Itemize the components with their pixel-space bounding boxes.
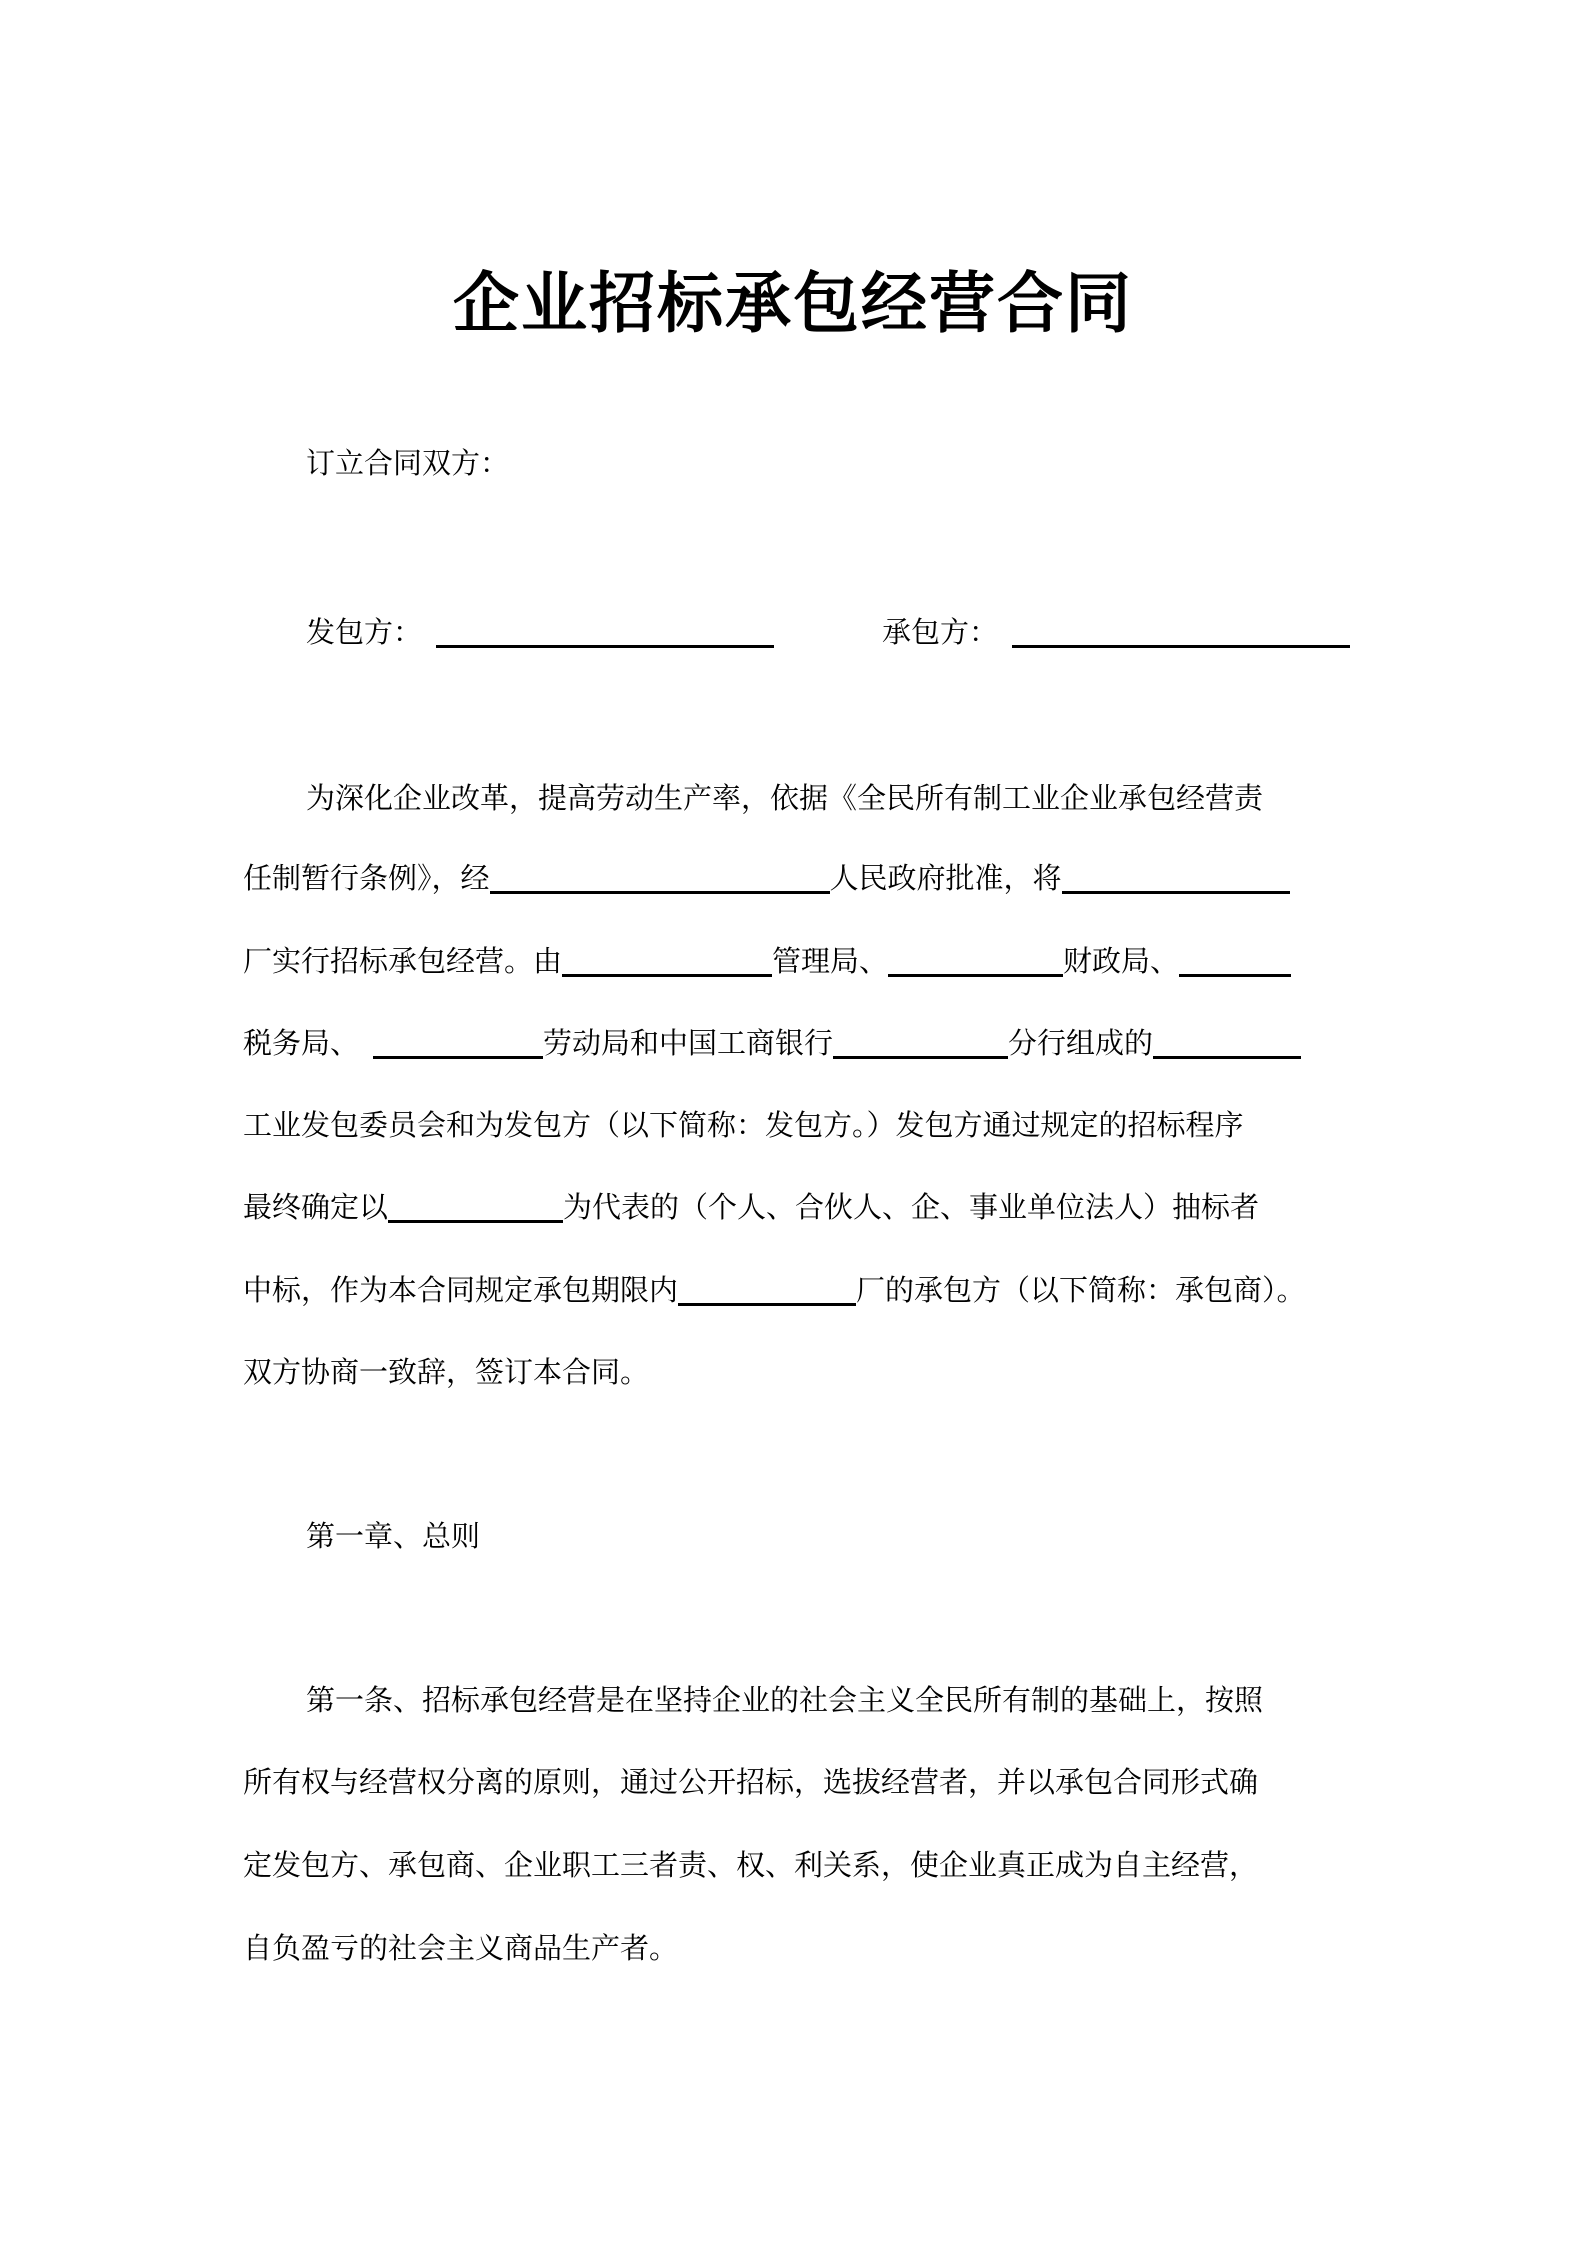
party-a-blank[interactable] [436,615,774,648]
article-text: 自负盈亏的社会主义商品生产者。 [243,1931,679,1965]
preamble-text: 厂实行招标承包经营。由 [243,944,563,978]
preamble-line-1 [306,778,1353,818]
document-title: 企业招标承包经营合同 [453,264,1133,342]
preamble-text: 中标，作为本合同规定承包期限内 [243,1273,679,1307]
chapter-heading-text: 第一章、总则 [306,1519,481,1553]
representative-blank[interactable] [388,1190,563,1223]
chapter-heading [306,1516,1353,1556]
preamble-line-3 [243,941,1353,981]
preamble-text: 税务局、 [243,1026,360,1060]
preamble-text: 厂的承包方（以下简称：承包商）。 [856,1273,1306,1307]
preamble-text: 双方协商一致辞，签订本合同。 [243,1355,650,1389]
bank-branch-blank[interactable] [833,1026,1008,1059]
preamble-text: 分行组成的 [1008,1026,1154,1060]
preamble-line-8 [243,1352,1353,1392]
party-a-label: 发包方： [306,615,423,649]
party-b-label: 承包方： [882,615,999,649]
preamble-line-6 [243,1187,1353,1227]
article-text: 第一条、招标承包经营是在坚持企业的社会主义全民所有制的基础上，按照 [306,1683,1264,1717]
preamble-text: 最终确定以 [243,1190,389,1224]
factory-name-blank[interactable] [1062,861,1290,894]
contracted-factory-blank[interactable] [678,1273,856,1306]
article-1-line-1 [306,1680,1353,1720]
party-b-blank[interactable] [1012,615,1350,648]
preamble-text: 财政局、 [1063,944,1180,978]
preamble-text: 工业发包委员会和为发包方（以下简称：发包方。）发包方通过规定的招标程序 [243,1108,1244,1142]
preamble-text: 为深化企业改革，提高劳动生产率，依据《全民所有制工业企业承包经营责 [306,781,1264,815]
preamble-text: 劳动局和中国工商银行 [543,1026,834,1060]
government-blank[interactable] [490,861,830,894]
preamble-line-5 [243,1105,1353,1145]
parties-row [306,612,1353,652]
article-text: 定发包方、承包商、企业职工三者责、权、利关系，使企业真正成为自主经营， [243,1848,1259,1882]
preamble-line-2 [243,858,1353,898]
parties-heading [306,443,1353,483]
preamble-line-7 [243,1270,1353,1310]
tax-bureau-blank[interactable] [1179,944,1291,977]
preamble-text: 为代表的（个人、合伙人、企、事业单位法人）抽标者 [563,1190,1260,1224]
article-text: 所有权与经营权分离的原则，通过公开招标，选拔经营者，并以承包合同形式确 [243,1765,1259,1799]
preamble-text: 管理局、 [772,944,889,978]
article-1-line-4 [243,1928,1353,1968]
finance-bureau-blank[interactable] [888,944,1063,977]
preamble-text: 人民政府批准，将 [829,861,1062,895]
committee-blank[interactable] [1153,1026,1301,1059]
preamble-line-4 [243,1023,1353,1063]
labor-bureau-blank[interactable] [373,1026,543,1059]
parties-heading-text: 订立合同双方： [306,446,510,480]
admin-bureau-blank[interactable] [562,944,772,977]
preamble-text: 任制暂行条例》，经 [243,861,490,895]
article-1-line-2 [243,1762,1353,1802]
article-1-line-3 [243,1845,1353,1885]
